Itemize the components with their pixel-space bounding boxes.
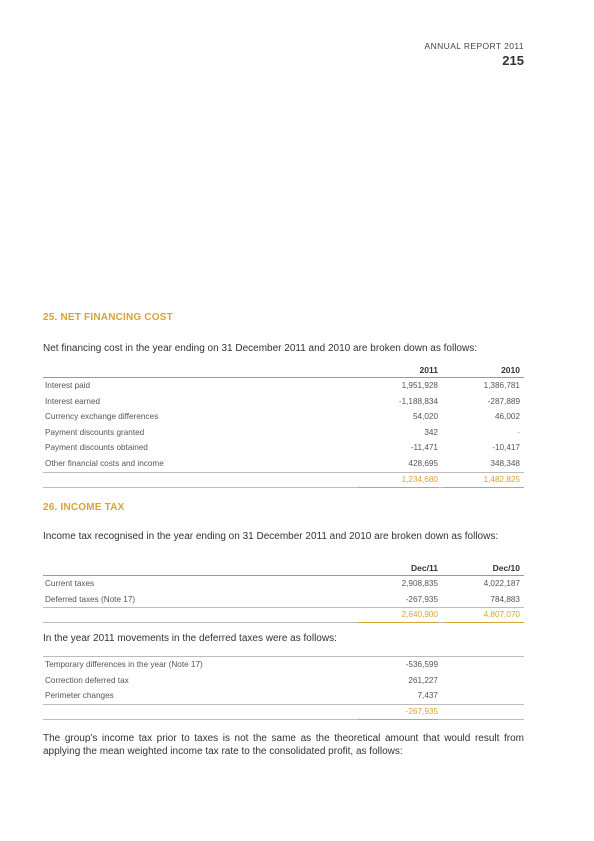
column-header: 2011: [419, 365, 438, 375]
table-row: [43, 673, 524, 689]
table-row: [43, 378, 524, 394]
row-label: Payment discounts granted: [45, 427, 145, 437]
value-2011: 54,020: [412, 412, 438, 422]
table-row: [43, 394, 524, 410]
total-dec11: 2,640,900: [401, 610, 438, 620]
table-row: [43, 425, 524, 441]
table-header: [43, 363, 524, 378]
table-row: [43, 656, 524, 673]
row-label: Interest paid: [45, 381, 91, 390]
value-2010: -287,889: [487, 396, 520, 406]
row-label: Other financial costs and income: [45, 458, 164, 468]
movements-total: -267,935: [405, 706, 438, 716]
value-dec10: 4,022,187: [483, 579, 520, 588]
movement-value: 261,227: [408, 675, 438, 685]
value-2011: 342: [424, 427, 438, 437]
value-2011: -11,471: [410, 443, 438, 453]
row-label: Payment discounts obtained: [45, 443, 148, 453]
total-underline: [358, 719, 438, 720]
report-title: ANNUAL REPORT 2011: [424, 41, 524, 51]
total-underline: [358, 622, 438, 623]
row-label: Temporary differences in the year (Note 17): [45, 660, 203, 669]
value-2010: 46,002: [494, 412, 520, 422]
column-header: Dec/11: [411, 563, 438, 573]
table-row: [43, 688, 524, 704]
total-underline: [444, 622, 524, 623]
column-header: 2010: [501, 365, 520, 375]
total-2011: 1,234,680: [401, 474, 438, 484]
total-underline: [358, 487, 438, 488]
total-dec10: 4,807,070: [483, 610, 520, 620]
value-2011: -1,188,834: [398, 396, 438, 406]
section-26-title: 26. INCOME TAX: [43, 502, 125, 513]
total-2010: 1,482,825: [483, 474, 520, 484]
value-2011: 428,695: [408, 458, 438, 468]
total-underline: [444, 487, 524, 488]
value-2010: 1,386,781: [483, 381, 520, 390]
row-label: Currency exchange differences: [45, 412, 159, 422]
net-financing-table: [43, 363, 524, 488]
row-label: Deferred taxes (Note 17): [45, 594, 136, 604]
value-dec11: -267,935: [405, 594, 438, 604]
table-row: [43, 592, 524, 608]
closing-paragraph: The group's income tax prior to taxes is not the same as the theoretical amount that would result from applying the mean weighted income tax rate to the consolidated profit, as follows:: [43, 733, 524, 757]
page-number: 215: [502, 53, 524, 68]
section-25-title: 25. NET FINANCING COST: [43, 312, 173, 323]
column-header: Dec/10: [492, 563, 520, 573]
table-row: [43, 409, 524, 425]
row-label: Interest earned: [45, 396, 101, 406]
section-26-intro: Income tax recognised in the year ending on 31 December 2011 and 2010 are broken down as follows:: [43, 531, 499, 542]
income-tax-table: [43, 561, 524, 623]
deferred-tax-movements-table: [43, 656, 524, 720]
row-label: Current taxes: [45, 579, 95, 588]
table-header: [43, 561, 524, 576]
movement-value: 7,437: [417, 691, 438, 701]
value-2010: 348,348: [490, 458, 520, 468]
section-25-intro: Net financing cost in the year ending on 31 December 2011 and 2010 are broken down as follows:: [43, 343, 477, 354]
total-row: [43, 472, 524, 488]
row-label: Correction deferred tax: [45, 675, 129, 685]
movement-value: -536,599: [405, 660, 438, 669]
table-row: [43, 456, 524, 472]
value-2011: 1,951,928: [401, 381, 438, 390]
value-2010: -: [517, 427, 520, 437]
value-2010: -10,417: [492, 443, 520, 453]
total-row: [43, 607, 524, 623]
table-row: [43, 576, 524, 592]
movements-intro: In the year 2011 movements in the deferred taxes were as follows:: [43, 633, 337, 644]
row-label: Perimeter changes: [45, 691, 114, 701]
table-row: [43, 440, 524, 456]
value-dec10: 784,883: [490, 594, 520, 604]
value-dec11: 2,908,835: [401, 579, 438, 588]
total-row: [43, 704, 524, 720]
